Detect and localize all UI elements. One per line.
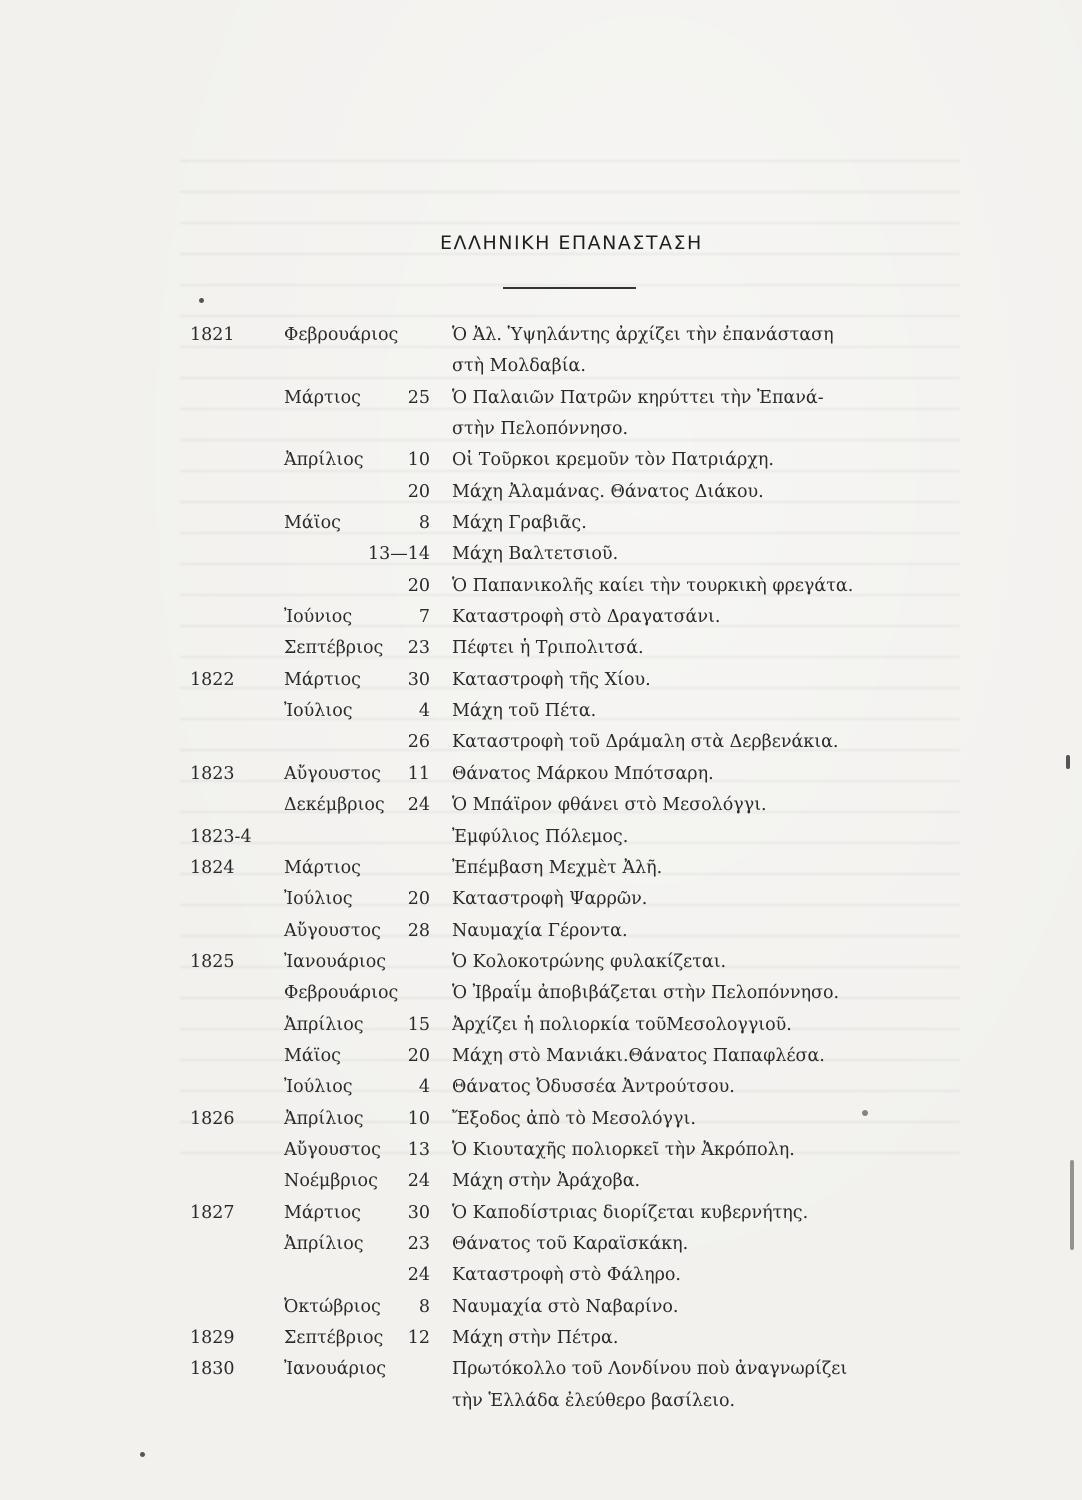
- event-cell: Ὁ Κιουταχῆς πολιορκεῖ τὴν Ἀκρόπολη.: [452, 1139, 795, 1160]
- day-cell: 20: [407, 1045, 430, 1066]
- day-cell: 12: [407, 1328, 430, 1348]
- chronology-row: [0, 477, 1082, 508]
- event-cell: Καταστροφὴ τῆς Χίου.: [452, 669, 651, 690]
- event-cell: Ὁ Ἰβραΐμ ἀποβιβάζεται στὴν Πελοπόννησο.: [452, 983, 840, 1004]
- title-underline: [503, 287, 636, 289]
- event-cell: Ἐπέμβαση Μεχμὲτ Ἀλῆ.: [452, 857, 663, 878]
- chronology-row: [0, 508, 1082, 539]
- chronology-row: [0, 727, 1082, 758]
- chronology-row: [0, 414, 1082, 445]
- month-cell: Φεβρουάριος: [284, 325, 399, 345]
- chronology-row: [0, 1386, 1082, 1417]
- year-cell: 1825: [190, 951, 235, 972]
- year-cell: 1830: [190, 1359, 235, 1380]
- year-cell: 1823-4: [190, 826, 252, 847]
- month-cell: Ἀπρίλιος: [284, 1014, 364, 1035]
- year-cell: 1829: [190, 1328, 235, 1348]
- day-cell: 8: [418, 513, 430, 534]
- month-cell: Φεβρουάριος: [284, 983, 399, 1004]
- event-cell: Πέφτει ἡ Τριπολιτσά.: [452, 638, 644, 659]
- event-cell: Ναυμαχία Γέροντα.: [452, 920, 628, 941]
- year-cell: 1822: [190, 669, 235, 690]
- ink-spot: [199, 298, 204, 303]
- event-cell: Ἀρχίζει ἡ πολιορκία τοῦΜεσολογγιοῦ.: [452, 1014, 792, 1035]
- chronology-row: [0, 602, 1082, 633]
- chronology-row: [0, 1292, 1082, 1323]
- month-cell: Ἀπρίλιος: [284, 450, 364, 471]
- chronology-row: [0, 1354, 1082, 1385]
- day-cell: 13—14: [367, 544, 430, 565]
- chronology-row: [0, 1260, 1082, 1291]
- ink-spot: [862, 1110, 868, 1116]
- day-cell: 4: [418, 1077, 430, 1098]
- chronology-row: [0, 1229, 1082, 1260]
- chronology-row: [0, 1323, 1082, 1354]
- day-cell: 24: [407, 1265, 430, 1286]
- event-cell: στὴ Μολδαβία.: [452, 356, 586, 377]
- day-cell: 26: [407, 732, 430, 753]
- ink-spot: [140, 1452, 145, 1457]
- chronology-row: [0, 1104, 1082, 1135]
- year-cell: 1827: [190, 1202, 235, 1223]
- day-cell: 7: [418, 607, 430, 628]
- ink-spot: [1066, 755, 1070, 769]
- month-cell: Ἰανουάριος: [284, 1359, 387, 1380]
- event-cell: Ὁ Μπάϊρον φθάνει στὸ Μεσολόγγι.: [452, 795, 767, 816]
- event-cell: τὴν Ἑλλάδα ἐλεύθερο βασίλειο.: [452, 1390, 736, 1411]
- chronology-row: [0, 884, 1082, 915]
- chronology-row: [0, 571, 1082, 602]
- month-cell: Ἰούλιος: [284, 1077, 353, 1098]
- chronology-row: [0, 759, 1082, 790]
- year-cell: 1821: [190, 325, 235, 345]
- chronology-row: [0, 1010, 1082, 1041]
- event-cell: Ἐμφύλιος Πόλεμος.: [452, 826, 629, 847]
- chronology-row: [0, 1166, 1082, 1197]
- event-cell: Μάχη στὴν Πέτρα.: [452, 1328, 619, 1348]
- event-cell: Ὁ Ἀλ. Ὑψηλάντης ἀρχίζει τὴν ἐπανάσταση: [452, 325, 834, 345]
- month-cell: Μάϊος: [284, 513, 341, 534]
- event-cell: Ὁ Παλαιῶν Πατρῶν κηρύττει τὴν Ἐπανά-: [452, 387, 824, 408]
- day-cell: 10: [407, 450, 430, 471]
- event-cell: Ἔξοδος ἀπὸ τὸ Μεσολόγγι.: [452, 1108, 696, 1129]
- event-cell: Ναυμαχία στὸ Ναβαρίνο.: [452, 1296, 679, 1317]
- chronology-row: [0, 916, 1082, 947]
- day-cell: 20: [407, 575, 430, 596]
- event-cell: Καταστροφὴ Ψαρρῶν.: [452, 889, 648, 910]
- chronology-row: [0, 351, 1082, 382]
- month-cell: Δεκέμβριος: [284, 795, 385, 816]
- month-cell: Ἰούνιος: [284, 607, 353, 628]
- day-cell: 24: [407, 795, 430, 816]
- chronology-row: [0, 978, 1082, 1009]
- day-cell: 25: [407, 387, 430, 408]
- chronology-row: [0, 853, 1082, 884]
- month-cell: Ἀπρίλιος: [284, 1233, 364, 1254]
- event-cell: Θάνατος τοῦ Καραϊσκάκη.: [452, 1233, 689, 1254]
- event-cell: Μάχη Γραβιᾶς.: [452, 513, 587, 534]
- event-cell: Καταστροφὴ στὸ Δραγατσάνι.: [452, 607, 721, 628]
- day-cell: 23: [407, 1233, 430, 1254]
- day-cell: 15: [407, 1014, 430, 1035]
- chronology-row: [0, 1041, 1082, 1072]
- day-cell: 20: [407, 889, 430, 910]
- month-cell: Αὔγουστος: [284, 920, 381, 941]
- chronology-row: [0, 383, 1082, 414]
- chronology-row: [0, 445, 1082, 476]
- event-cell: Οἱ Τοῦρκοι κρεμοῦν τὸν Πατριάρχη.: [452, 450, 774, 471]
- month-cell: Ὀκτώβριος: [284, 1296, 381, 1317]
- month-cell: Ἰανουάριος: [284, 951, 387, 972]
- month-cell: Μάρτιος: [284, 857, 361, 878]
- month-cell: Σεπτέβριος: [284, 1328, 384, 1348]
- year-cell: 1823: [190, 763, 235, 784]
- day-cell: 20: [407, 481, 430, 502]
- day-cell: 28: [407, 920, 430, 941]
- day-cell: 11: [407, 763, 430, 784]
- chronology-row: [0, 1198, 1082, 1229]
- chronology-row: [0, 1072, 1082, 1103]
- event-cell: Καταστροφὴ στὸ Φάληρο.: [452, 1265, 681, 1286]
- day-cell: 24: [407, 1171, 430, 1192]
- month-cell: Νοέμβριος: [284, 1171, 378, 1192]
- chronology-row: [0, 1135, 1082, 1166]
- month-cell: Ἀπρίλιος: [284, 1108, 364, 1129]
- chronology-row: [0, 665, 1082, 696]
- chronology-row: [0, 790, 1082, 821]
- month-cell: Μάρτιος: [284, 1202, 361, 1223]
- chronology-row: [0, 320, 1082, 351]
- day-cell: 30: [407, 669, 430, 690]
- day-cell: 23: [407, 638, 430, 659]
- event-cell: Θάνατος Μάρκου Μπότσαρη.: [452, 763, 714, 784]
- chronology-row: [0, 539, 1082, 570]
- event-cell: Πρωτόκολλο τοῦ Λονδίνου ποὺ ἀναγνωρίζει: [452, 1359, 848, 1380]
- event-cell: Μάχη τοῦ Πέτα.: [452, 701, 597, 722]
- month-cell: Μάρτιος: [284, 669, 361, 690]
- day-cell: 13: [407, 1139, 430, 1160]
- event-cell: Καταστροφὴ τοῦ Δράμαλη στὰ Δερβενάκια.: [452, 732, 839, 753]
- month-cell: Αὔγουστος: [284, 763, 381, 784]
- chronology-row: [0, 947, 1082, 978]
- year-cell: 1824: [190, 857, 235, 878]
- month-cell: Μάϊος: [284, 1045, 341, 1066]
- month-cell: Ἰούλιος: [284, 889, 353, 910]
- month-cell: Ἰούλιος: [284, 701, 353, 722]
- event-cell: Μάχη Βαλτετσιοῦ.: [452, 544, 619, 565]
- day-cell: 10: [407, 1108, 430, 1129]
- day-cell: 4: [418, 701, 430, 722]
- page-title: ΕΛΛΗΝΙΚΗ ΕΠΑΝΑΣΤΑΣΗ: [440, 232, 703, 254]
- month-cell: Αὔγουστος: [284, 1139, 381, 1160]
- event-cell: Ὁ Παπανικολῆς καίει τὴν τουρκικὴ φρεγάτα.: [452, 575, 854, 596]
- day-cell: 30: [407, 1202, 430, 1223]
- event-cell: Μάχη στὸ Μανιάκι.Θάνατος Παπαφλέσα.: [452, 1045, 825, 1066]
- chronology-row: [0, 696, 1082, 727]
- chronology-table: [0, 320, 1082, 1417]
- chronology-row: [0, 822, 1082, 853]
- day-cell: 8: [418, 1296, 430, 1317]
- event-cell: Μάχη στὴν Ἀράχοβα.: [452, 1171, 641, 1192]
- event-cell: Ὁ Καποδίστριας διορίζεται κυβερνήτης.: [452, 1202, 809, 1223]
- ink-spot: [1070, 1160, 1074, 1250]
- month-cell: Σεπτέβριος: [284, 638, 384, 659]
- chronology-row: [0, 633, 1082, 664]
- event-cell: Θάνατος Ὀδυσσέα Ἀντρούτσου.: [452, 1077, 735, 1098]
- event-cell: Μάχη Ἀλαμάνας. Θάνατος Διάκου.: [452, 481, 764, 502]
- event-cell: Ὁ Κολοκοτρώνης φυλακίζεται.: [452, 951, 727, 972]
- event-cell: στὴν Πελοπόννησο.: [452, 419, 629, 440]
- month-cell: Μάρτιος: [284, 387, 361, 408]
- year-cell: 1826: [190, 1108, 235, 1129]
